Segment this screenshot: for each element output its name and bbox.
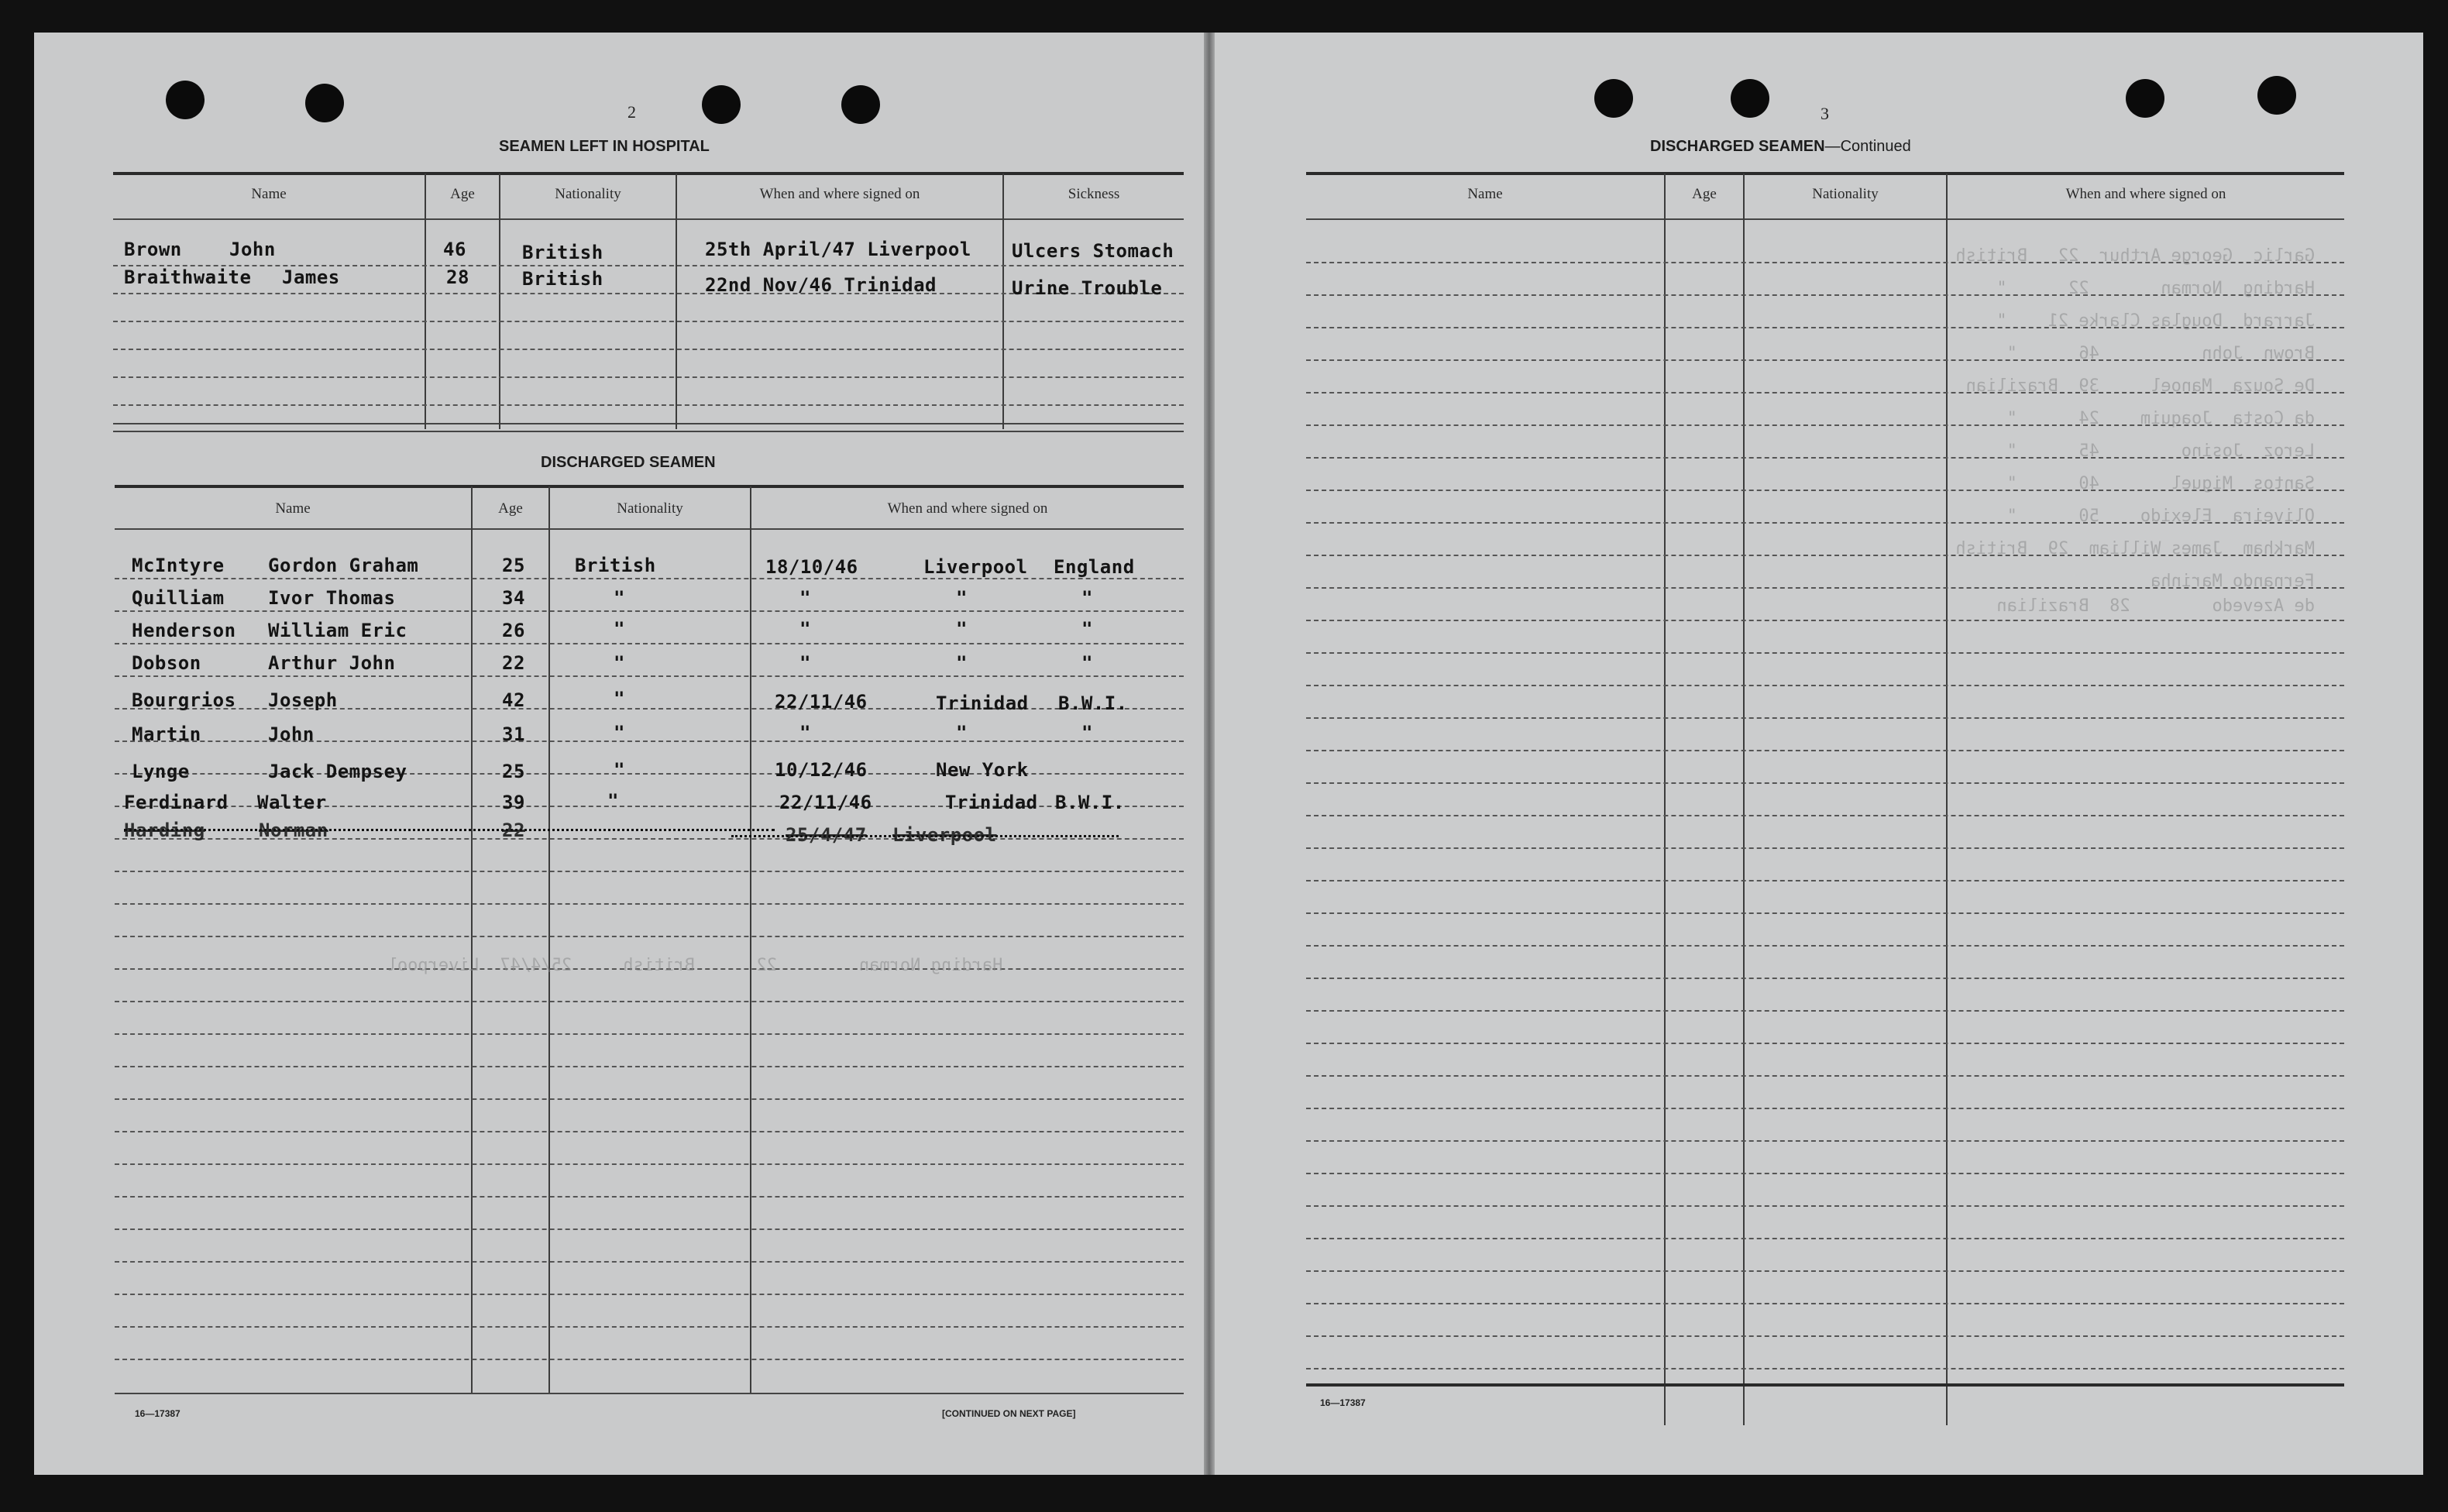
table-rule xyxy=(1306,172,2344,175)
col-name-header: Name xyxy=(1467,186,1503,202)
row-rule xyxy=(115,1033,1184,1035)
age: 25 xyxy=(502,761,525,782)
row-rule xyxy=(113,376,1184,378)
row-rule xyxy=(1306,1010,2344,1012)
signed-on: 25th April/47 Liverpool xyxy=(705,239,971,260)
table-rule xyxy=(1306,218,2344,220)
hospital-section-title: SEAMEN LEFT IN HOSPITAL xyxy=(499,138,710,155)
row-rule xyxy=(115,1001,1184,1002)
age: 31 xyxy=(502,723,525,745)
nationality: " xyxy=(607,790,619,812)
row-rule xyxy=(115,1326,1184,1328)
signed-on: 22nd Nov/46 Trinidad xyxy=(705,274,937,296)
signed-place: Trinidad xyxy=(936,692,1029,714)
column-rule xyxy=(425,174,426,429)
col-age-header: Age xyxy=(498,500,523,517)
col-age-header: Age xyxy=(450,186,475,202)
col-signed-header: When and where signed on xyxy=(887,500,1048,517)
surname: Harding xyxy=(124,820,205,841)
nationality: " xyxy=(614,688,625,710)
nationality: " xyxy=(614,759,625,781)
age: 42 xyxy=(502,689,525,711)
row-rule xyxy=(1306,1140,2344,1142)
bleed-through-text: Harding Norman 22 " xyxy=(1996,279,2315,298)
row-rule xyxy=(1306,685,2344,686)
punch-hole xyxy=(2126,79,2164,118)
row-rule xyxy=(115,578,1184,579)
row-rule xyxy=(1306,847,2344,849)
surname: Lynge xyxy=(132,761,190,782)
row-rule xyxy=(1306,782,2344,784)
row-rule xyxy=(1306,717,2344,719)
left-page xyxy=(34,33,1204,1475)
col-sickness-header: Sickness xyxy=(1068,186,1120,202)
punch-hole xyxy=(2257,76,2296,115)
row-rule xyxy=(1306,912,2344,914)
row-rule xyxy=(115,1228,1184,1230)
row-rule xyxy=(1306,750,2344,751)
signed-place: New York xyxy=(936,759,1029,781)
surname: McIntyre xyxy=(132,555,225,576)
table-rule xyxy=(113,218,1184,220)
row-rule xyxy=(1306,945,2344,947)
nationality: British xyxy=(522,268,603,290)
column-rule xyxy=(499,174,500,429)
signed-place: Liverpool xyxy=(892,824,997,846)
form-number: 16—17387 xyxy=(1320,1397,1366,1408)
col-signed-header: When and where signed on xyxy=(2065,186,2226,202)
bleed-through-text: Garlic George Arthur 22 British xyxy=(1955,246,2315,266)
bleed-through-text: da Costa Joaquim 24 " xyxy=(2006,409,2315,428)
signed-date: " xyxy=(799,618,811,640)
signed-date: 25/4/47 xyxy=(786,824,867,846)
row-rule xyxy=(1306,880,2344,881)
table-rule xyxy=(113,423,1184,424)
row-rule xyxy=(113,349,1184,350)
row-rule xyxy=(115,1359,1184,1360)
bleed-through-text: Leroz Josino 45 " xyxy=(2006,442,2315,461)
table-rule xyxy=(113,431,1184,432)
column-rule xyxy=(471,486,473,1393)
nationality: British xyxy=(522,242,603,263)
sickness: Urine Trouble xyxy=(1012,277,1163,299)
nationality: British xyxy=(575,555,656,576)
given-name: James xyxy=(282,266,340,288)
given-name: Joseph xyxy=(268,689,338,711)
surname: Braithwaite xyxy=(124,266,252,288)
column-rule xyxy=(1002,174,1004,429)
signed-place: " xyxy=(956,618,968,640)
bleed-through-text: Jarrard Douglas Clarke 21 " xyxy=(1996,311,2315,331)
surname: Henderson xyxy=(132,620,236,641)
given-name: Gordon Graham xyxy=(268,555,419,576)
signed-date: " xyxy=(799,722,811,744)
row-rule xyxy=(1306,1303,2344,1304)
surname: Dobson xyxy=(132,652,201,674)
age: 26 xyxy=(502,620,525,641)
table-rule xyxy=(1306,1383,2344,1387)
right-page xyxy=(1215,33,2423,1475)
col-nationality-header: Nationality xyxy=(617,500,683,517)
signed-place: " xyxy=(956,587,968,609)
strike-mark xyxy=(124,829,775,831)
signed-place: Trinidad xyxy=(945,792,1038,813)
row-rule xyxy=(115,936,1184,937)
punch-hole xyxy=(166,81,205,119)
signed-date: 22/11/46 xyxy=(775,691,868,713)
col-nationality-header: Nationality xyxy=(555,186,621,202)
row-rule xyxy=(115,1098,1184,1100)
nationality: " xyxy=(614,722,625,744)
col-age-header: Age xyxy=(1692,186,1717,202)
row-rule xyxy=(115,1131,1184,1132)
bleed-through-text: Fernando Marinha xyxy=(2151,572,2315,591)
signed-country: " xyxy=(1081,587,1093,609)
given-name: John xyxy=(229,239,276,260)
row-rule xyxy=(113,321,1184,322)
bleed-through-text: Oliveira Elexido 50 " xyxy=(2006,507,2315,526)
age: 22 xyxy=(502,652,525,674)
given-name: John xyxy=(268,723,315,745)
row-rule xyxy=(113,404,1184,406)
surname: Ferdinard xyxy=(124,792,229,813)
continued-note: [CONTINUED ON NEXT PAGE] xyxy=(942,1408,1076,1419)
section-title xyxy=(1650,138,1911,156)
row-rule xyxy=(1306,978,2344,979)
col-name-header: Name xyxy=(251,186,287,202)
col-name-header: Name xyxy=(275,500,311,517)
punch-hole xyxy=(841,85,880,124)
age: 22 xyxy=(502,820,525,841)
given-name: Jack Dempsey xyxy=(268,761,407,782)
surname: Martin xyxy=(132,723,201,745)
row-rule xyxy=(115,1196,1184,1198)
signed-date: 18/10/46 xyxy=(765,556,858,578)
row-rule xyxy=(1306,1238,2344,1239)
signed-country: " xyxy=(1081,722,1093,744)
column-rule xyxy=(676,174,677,429)
punch-hole xyxy=(305,84,344,122)
table-rule xyxy=(115,528,1184,530)
row-rule xyxy=(115,675,1184,677)
row-rule xyxy=(1306,652,2344,654)
row-rule xyxy=(1306,1270,2344,1272)
signed-date: " xyxy=(799,587,811,609)
signed-country: B.W.I. xyxy=(1055,792,1125,813)
age: 46 xyxy=(443,239,466,260)
row-rule xyxy=(1306,1075,2344,1077)
page-number: 3 xyxy=(1821,104,1829,123)
signed-country: England xyxy=(1054,556,1135,578)
row-rule xyxy=(1306,1205,2344,1207)
age: 28 xyxy=(446,266,469,288)
nationality: " xyxy=(614,652,625,674)
bleed-through-text: Santos Miguel 40 " xyxy=(2006,474,2315,493)
row-rule xyxy=(115,871,1184,872)
page-fold xyxy=(1204,33,1215,1475)
row-rule xyxy=(1306,1043,2344,1044)
signed-date: " xyxy=(799,652,811,674)
section-title-text: DISCHARGED SEAMEN xyxy=(1650,138,1825,155)
column-rule xyxy=(548,486,550,1393)
surname: Quilliam xyxy=(132,587,225,609)
bleed-through-text: de Azevedo 28 Brazilian xyxy=(1996,596,2315,616)
punch-hole xyxy=(1731,79,1769,118)
row-rule xyxy=(115,1294,1184,1295)
discharged-section-title: DISCHARGED SEAMEN xyxy=(541,454,716,471)
punch-hole xyxy=(702,85,741,124)
col-signed-header: When and where signed on xyxy=(759,186,920,202)
signed-place: " xyxy=(956,722,968,744)
given-name: Walter xyxy=(257,792,327,813)
row-rule xyxy=(1306,620,2344,621)
table-rule xyxy=(113,172,1184,175)
given-name: William Eric xyxy=(268,620,407,641)
row-rule xyxy=(115,1163,1184,1165)
bleed-through-text: Markham James William 29 British xyxy=(1955,539,2315,558)
age: 25 xyxy=(502,555,525,576)
table-rule xyxy=(115,1393,1184,1394)
bleed-through-text: Harding Norman 22 British 25/4/47 Liverpool xyxy=(387,956,1003,975)
signed-date: 22/11/46 xyxy=(779,792,872,813)
age: 34 xyxy=(502,587,525,609)
surname: Brown xyxy=(124,239,182,260)
row-rule xyxy=(115,903,1184,905)
row-rule xyxy=(113,265,1184,266)
strike-mark xyxy=(731,835,1119,837)
given-name: Norman xyxy=(259,820,328,841)
signed-country: " xyxy=(1081,652,1093,674)
row-rule xyxy=(115,1066,1184,1067)
table-rule xyxy=(115,485,1184,488)
signed-country: " xyxy=(1081,618,1093,640)
row-rule xyxy=(1306,815,2344,816)
punch-hole xyxy=(1594,79,1633,118)
row-rule xyxy=(1306,1108,2344,1109)
sickness: Ulcers Stomach xyxy=(1012,240,1174,262)
row-rule xyxy=(1306,1335,2344,1337)
given-name: Ivor Thomas xyxy=(268,587,396,609)
row-rule xyxy=(115,643,1184,644)
signed-date: 10/12/46 xyxy=(775,759,868,781)
surname: Bourgrios xyxy=(132,689,236,711)
row-rule xyxy=(1306,1368,2344,1369)
form-number: 16—17387 xyxy=(135,1408,181,1419)
bleed-through-text: Brown John 46 " xyxy=(2006,344,2315,363)
row-rule xyxy=(115,1261,1184,1263)
signed-place: " xyxy=(956,652,968,674)
signed-place: Liverpool xyxy=(923,556,1028,578)
section-title-suffix: —Continued xyxy=(1824,138,1911,155)
row-rule xyxy=(115,610,1184,612)
given-name: Arthur John xyxy=(268,652,396,674)
nationality: " xyxy=(614,587,625,609)
signed-country: B.W.I. xyxy=(1058,692,1128,714)
row-rule xyxy=(1306,1173,2344,1174)
column-rule xyxy=(750,486,751,1393)
bleed-through-text: De Souza Manoel 39 Brazilian xyxy=(1965,376,2315,396)
nationality: " xyxy=(614,618,625,640)
age: 39 xyxy=(502,792,525,813)
col-nationality-header: Nationality xyxy=(1812,186,1879,202)
page-number: 2 xyxy=(627,102,636,122)
